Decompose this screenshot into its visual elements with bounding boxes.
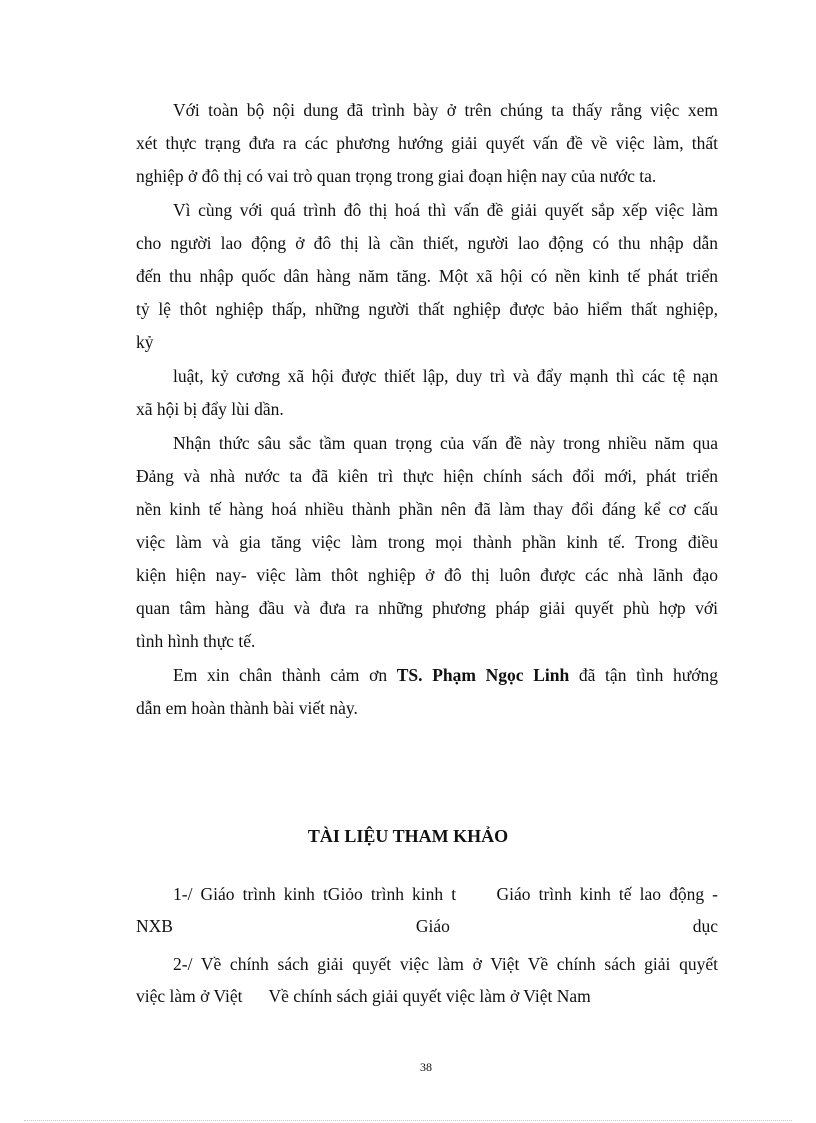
paragraph-2-line-1: Vì cùng với quá trình đô thị hoá thì vấn đề giải quyết sắp xếp việc làm: [173, 200, 718, 220]
paragraph-4-line-3: nền kinh tế hàng hoá nhiều thành phần nên đã làm thay đổi đáng kể cơ cấu: [136, 499, 718, 519]
page-bottom-divider: [24, 1120, 792, 1121]
paragraph-3-line-1: luật, kỷ cương xã hội được thiết lập, duy trì và đẩy mạnh thì các tệ nạn: [173, 366, 718, 386]
paragraph-1-line-2: xét thực trạng đưa ra các phương hướng giải quyết vấn đề về việc làm, thất: [136, 133, 718, 153]
paragraph-4-line-5: kiện hiện nay- việc làm thôt nghiệp ở đô thị luôn được các nhà lãnh đạo: [136, 565, 718, 585]
supervisor-name: TS. Phạm Ngọc Linh: [396, 665, 570, 685]
acknowledgement-line-2: dẫn em hoàn thành bài viết này.: [136, 698, 358, 718]
paragraph-4-line-1: Nhận thức sâu sắc tầm quan trọng của vấn đề này trong nhiều năm qua: [173, 433, 718, 453]
paragraph-2-line-2: cho người lao động ở đô thị là cần thiết, người lao động có thu nhập dẫn: [136, 233, 718, 253]
acknowledgement-text-start: Em xin chân thành cảm ơn: [173, 665, 397, 685]
reference-2-line-2: việc làm ở Việt Về chính sách giải quyết việc làm ở Việt Nam: [136, 986, 591, 1006]
acknowledgement-text-end: đã tận tình hướng: [569, 665, 718, 685]
paragraph-2-line-4: tỷ lệ thôt nghiệp thấp, những người thất nghiệp được bảo hiểm thất nghiệp,: [136, 299, 718, 319]
paragraph-4-line-7: tình hình thực tế.: [136, 631, 256, 651]
paragraph-3-line-2: xã hội bị đẩy lùi dần.: [136, 399, 284, 419]
references-heading: TÀI LIỆU THAM KHẢO: [307, 826, 509, 846]
paragraph-1-line-3: nghiệp ở đô thị có vai trò quan trọng trong giai đoạn hiện nay của nước ta.: [136, 166, 657, 186]
paragraph-2-line-3: đến thu nhập quốc dân hàng năm tăng. Một xã hội có nền kinh tế phát triển: [136, 266, 718, 286]
reference-1-line-1: 1-/ Giáo trình kinh tGiỏo trình kinh t Giáo trình kinh tế lao động -: [173, 884, 718, 904]
paragraph-4-line-2: Đảng và nhà nước ta đã kiên trì thực hiện chính sách đổi mới, phát triển: [136, 466, 718, 486]
acknowledgement-line-1: [173, 665, 718, 685]
paragraph-2-line-5: kỷ: [136, 332, 154, 352]
paragraph-4-line-4: việc làm và gia tăng việc làm trong mọi thành phần kinh tế. Trong điều: [136, 532, 718, 552]
paragraph-4-line-6: quan tâm hàng đầu và đưa ra những phương pháp giải quyết phù hợp với: [136, 598, 718, 618]
reference-1-line-2: NXB Giáo dục: [136, 916, 718, 936]
reference-2-line-1: 2-/ Về chính sách giải quyết việc làm ở Việt Về chính sách giải quyết: [173, 954, 718, 974]
paragraph-1-line-1: Với toàn bộ nội dung đã trình bày ở trên chúng ta thấy rằng việc xem: [173, 100, 718, 120]
page-number: 38: [420, 1060, 432, 1074]
